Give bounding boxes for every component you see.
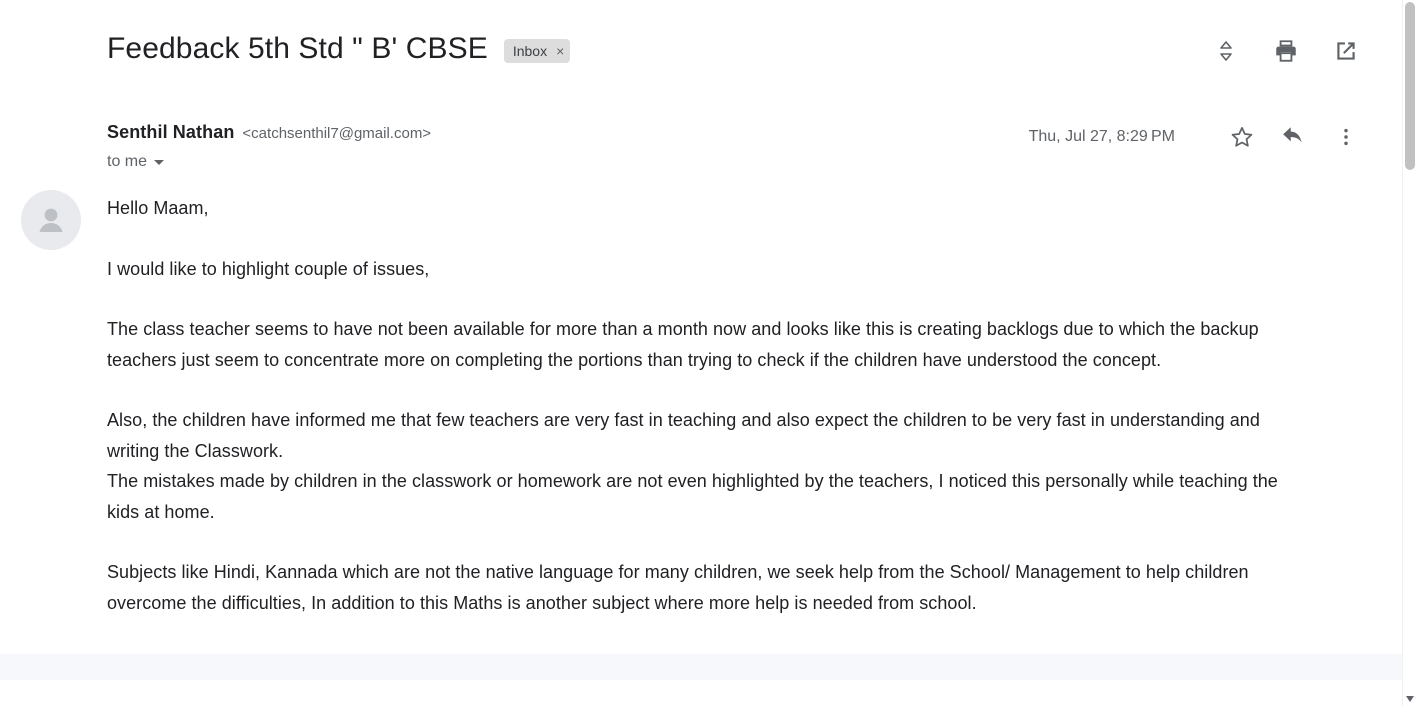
scrollbar-thumb[interactable]	[1405, 2, 1415, 170]
sender-block	[107, 122, 1029, 171]
sender-line	[107, 122, 1029, 143]
vertical-scrollbar[interactable]	[1402, 0, 1417, 706]
body-paragraph: Hello Maam,	[107, 198, 209, 218]
sender-email: <catchsenthil7@gmail.com>	[242, 125, 432, 142]
bottom-strip	[0, 654, 1403, 680]
page-title: Feedback 5th Std " B' CBSE	[107, 32, 488, 65]
open-in-new-window-icon[interactable]	[1333, 38, 1359, 64]
expand-collapse-icon[interactable]	[1213, 38, 1239, 64]
scroll-down-icon[interactable]	[1404, 693, 1416, 705]
label-chip-inbox[interactable]	[504, 39, 570, 63]
message-header	[0, 68, 1359, 171]
print-icon[interactable]	[1273, 38, 1299, 64]
avatar	[21, 190, 81, 250]
message-date: Thu, Jul 27, 8:29 PM	[1028, 128, 1175, 145]
body-paragraph: The mistakes made by children in the classwork or homework are not even highlighted by the teachers, I noticed this personally while teaching the kids at home.	[107, 471, 1278, 522]
message-actions	[1029, 122, 1359, 150]
star-icon[interactable]	[1229, 124, 1255, 150]
body-paragraph: Subjects like Hindi, Kannada which are not the native language for many children, we seek help from the School/ Management to help children overcome the difficulties, In addition to this Maths is another subject where more help is needed from school.	[107, 562, 1249, 613]
reply-icon[interactable]	[1281, 124, 1307, 150]
thread-toolbar	[1213, 30, 1359, 64]
message	[0, 68, 1403, 679]
recipient-line[interactable]	[107, 153, 1029, 171]
label-chip-text: Inbox	[512, 43, 548, 59]
chevron-down-icon[interactable]	[154, 160, 164, 165]
body-paragraph: I would like to highlight couple of issues,	[107, 258, 430, 279]
close-icon[interactable]: ×	[556, 43, 565, 59]
sender-name[interactable]: Senthil Nathan	[107, 122, 235, 142]
recipient-label: to me	[107, 153, 148, 170]
message-body	[0, 171, 1359, 679]
more-options-icon[interactable]	[1333, 124, 1359, 150]
body-paragraph: The class teacher seems to have not been available for more than a month now and looks like this is creating backlogs due to which the backup teachers just seem to concentrate more on completing the portions than trying to check if the children have understood the concept.	[107, 319, 1259, 370]
body-paragraph: Also, the children have informed me that few teachers are very fast in teaching and also expect the children to be very fast in understanding and writing the Classwork.	[107, 410, 1260, 461]
subject-left	[107, 30, 1213, 68]
subject-row	[0, 0, 1403, 68]
